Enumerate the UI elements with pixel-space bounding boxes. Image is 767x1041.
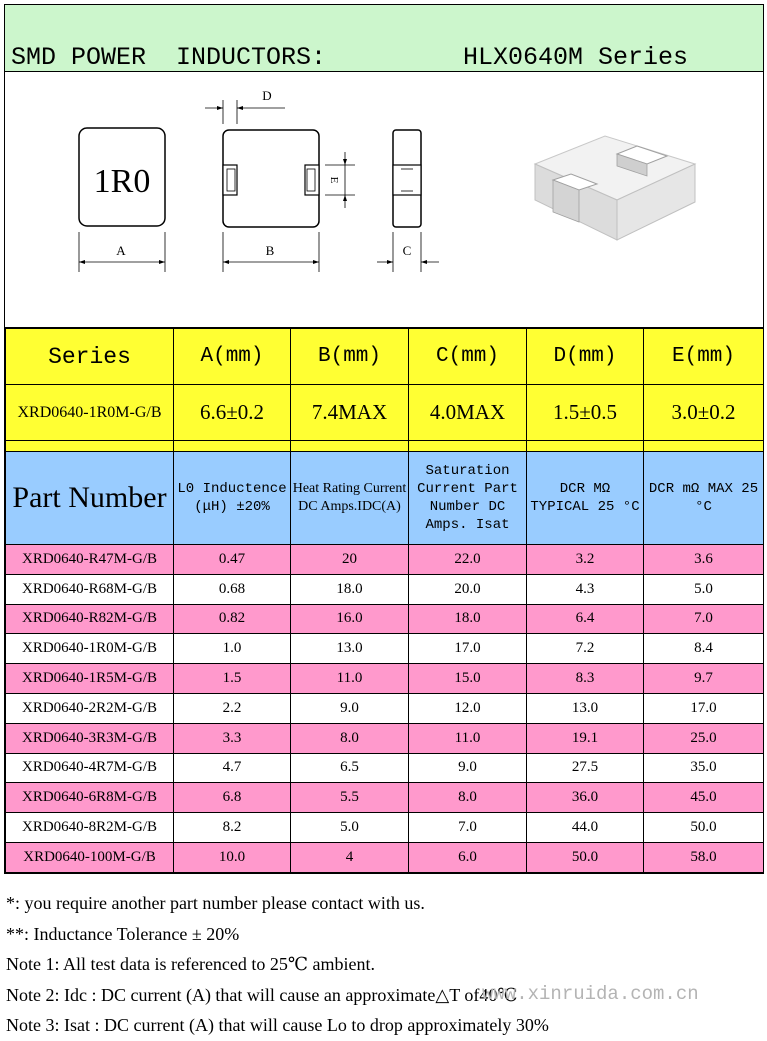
table-cell: 4.7: [174, 753, 291, 783]
table-row: [6, 634, 764, 664]
table-row: [6, 723, 764, 753]
table-cell: 5.0: [291, 813, 409, 843]
table-cell: 9.0: [409, 753, 527, 783]
note-line: Note 1: All test data is referenced to 25℃ ambient.: [6, 954, 376, 974]
table-row: [6, 664, 764, 694]
part-number-cell: XRD0640-R82M-G/B: [6, 604, 174, 634]
table-cell: 17.0: [409, 634, 527, 664]
part-number-cell: XRD0640-R47M-G/B: [6, 545, 174, 575]
note-line: Note 3: Isat : DC current (A) that will cause Lo to drop approximately 30%: [6, 1015, 549, 1035]
table-cell: 8.4: [644, 634, 764, 664]
table-cell: 0.47: [174, 545, 291, 575]
column-header: Part Number: [6, 452, 174, 545]
table-cell: 5.5: [291, 783, 409, 813]
table-cell: 13.0: [291, 634, 409, 664]
part-number-cell: XRD0640-1R5M-G/B: [6, 664, 174, 694]
table-cell: 1.0: [174, 634, 291, 664]
table-cell: 7.0: [644, 604, 764, 634]
dim-value-cell: 6.6±0.2: [174, 385, 291, 441]
table-row: [6, 783, 764, 813]
column-header: Saturation Current Part Number DC Amps. Isat: [409, 452, 527, 545]
table-row: [6, 574, 764, 604]
table-cell: 0.82: [174, 604, 291, 634]
column-header-row: [6, 452, 764, 545]
table-cell: 22.0: [409, 545, 527, 575]
table-cell: 44.0: [527, 813, 644, 843]
dim-label-a: A: [116, 243, 126, 258]
dim-label-d: D: [262, 88, 272, 103]
table-cell: 35.0: [644, 753, 764, 783]
dim-value-cell: XRD0640-1R0M-G/B: [6, 385, 174, 441]
table-row: [6, 813, 764, 843]
table-cell: 36.0: [527, 783, 644, 813]
table-cell: 6.0: [409, 842, 527, 872]
table-cell: 9.0: [291, 693, 409, 723]
dim-header-cell: E(mm): [644, 329, 764, 385]
table-cell: 58.0: [644, 842, 764, 872]
dimension-drawing: [5, 72, 763, 328]
dim-label-e: E: [328, 176, 340, 184]
dimension-diagram: [5, 72, 763, 327]
note-line: Note 2: Idc : DC current (A) that will cause an approximate△T of40℃: [6, 984, 518, 1005]
part-number-cell: XRD0640-2R2M-G/B: [6, 693, 174, 723]
dim-header-cell: B(mm): [291, 329, 409, 385]
spacer-row: [6, 441, 764, 452]
table-cell: 4.3: [527, 574, 644, 604]
dim-value-cell: 7.4MAX: [291, 385, 409, 441]
table-cell: 17.0: [644, 693, 764, 723]
spec-table: [5, 328, 764, 873]
dim-header-cell: C(mm): [409, 329, 527, 385]
table-cell: 50.0: [644, 813, 764, 843]
column-header: DCR MΩ TYPICAL 25 °C: [527, 452, 644, 545]
table-cell: 7.2: [527, 634, 644, 664]
series-title: HLX0640M Series: [463, 43, 689, 72]
table-row: [6, 693, 764, 723]
dim-label-b: B: [265, 243, 275, 258]
part-number-cell: XRD0640-8R2M-G/B: [6, 813, 174, 843]
part-number-cell: XRD0640-1R0M-G/B: [6, 634, 174, 664]
table-row: [6, 545, 764, 575]
table-row: [6, 604, 764, 634]
table-body: [6, 545, 764, 873]
column-header: L0 Inductence (μH) ±20%: [174, 452, 291, 545]
table-cell: 25.0: [644, 723, 764, 753]
dim-header-cell: A(mm): [174, 329, 291, 385]
dim-value-cell: 1.5±0.5: [527, 385, 644, 441]
part-number-cell: XRD0640-100M-G/B: [6, 842, 174, 872]
table-cell: 16.0: [291, 604, 409, 634]
table-cell: 11.0: [291, 664, 409, 694]
table-cell: 20: [291, 545, 409, 575]
table-cell: 27.5: [527, 753, 644, 783]
table-cell: 3.2: [527, 545, 644, 575]
column-header: DCR mΩ MAX 25 °C: [644, 452, 764, 545]
table-cell: 8.0: [409, 783, 527, 813]
dim-header-cell: D(mm): [527, 329, 644, 385]
part-number-cell: XRD0640-6R8M-G/B: [6, 783, 174, 813]
note-line: *: you require another part number please contact with us.: [6, 893, 425, 913]
part-number-cell: XRD0640-4R7M-G/B: [6, 753, 174, 783]
dim-label-c: C: [402, 243, 412, 258]
column-header: Heat Rating Current DC Amps.IDC(A): [291, 452, 409, 545]
title-bar: [5, 5, 763, 72]
table-cell: 0.68: [174, 574, 291, 604]
notes-section: [6, 888, 761, 1041]
table-cell: 6.5: [291, 753, 409, 783]
table-cell: 15.0: [409, 664, 527, 694]
table-row: [6, 753, 764, 783]
table-cell: 2.2: [174, 693, 291, 723]
marking-text: 1R0: [93, 163, 151, 200]
table-cell: 50.0: [527, 842, 644, 872]
dim-header-cell: Series: [6, 329, 174, 385]
table-cell: 19.1: [527, 723, 644, 753]
table-cell: 4: [291, 842, 409, 872]
note-line: **: Inductance Tolerance ± 20%: [6, 923, 240, 944]
table-row: [6, 842, 764, 872]
table-cell: 9.7: [644, 664, 764, 694]
table-cell: 1.5: [174, 664, 291, 694]
dimension-header-row: [6, 329, 764, 385]
table-cell: 11.0: [409, 723, 527, 753]
product-type-title: SMD POWER INDUCTORS:: [11, 43, 327, 72]
inductor-3d-image: [535, 136, 695, 240]
website-watermark: www.xinruida.com.cn: [482, 983, 699, 1005]
table-cell: 8.0: [291, 723, 409, 753]
table-cell: 3.6: [644, 545, 764, 575]
dim-value-cell: 4.0MAX: [409, 385, 527, 441]
table-cell: 3.3: [174, 723, 291, 753]
table-cell: 13.0: [527, 693, 644, 723]
table-cell: 20.0: [409, 574, 527, 604]
table-cell: 12.0: [409, 693, 527, 723]
table-cell: 6.4: [527, 604, 644, 634]
dimension-value-row: [6, 385, 764, 441]
part-number-cell: XRD0640-3R3M-G/B: [6, 723, 174, 753]
table-cell: 10.0: [174, 842, 291, 872]
table-cell: 7.0: [409, 813, 527, 843]
table-cell: 8.3: [527, 664, 644, 694]
table-cell: 5.0: [644, 574, 764, 604]
datasheet: [4, 4, 764, 874]
table-cell: 8.2: [174, 813, 291, 843]
table-cell: 45.0: [644, 783, 764, 813]
table-cell: 18.0: [291, 574, 409, 604]
table-cell: 6.8: [174, 783, 291, 813]
table-cell: 18.0: [409, 604, 527, 634]
dim-value-cell: 3.0±0.2: [644, 385, 764, 441]
part-number-cell: XRD0640-R68M-G/B: [6, 574, 174, 604]
